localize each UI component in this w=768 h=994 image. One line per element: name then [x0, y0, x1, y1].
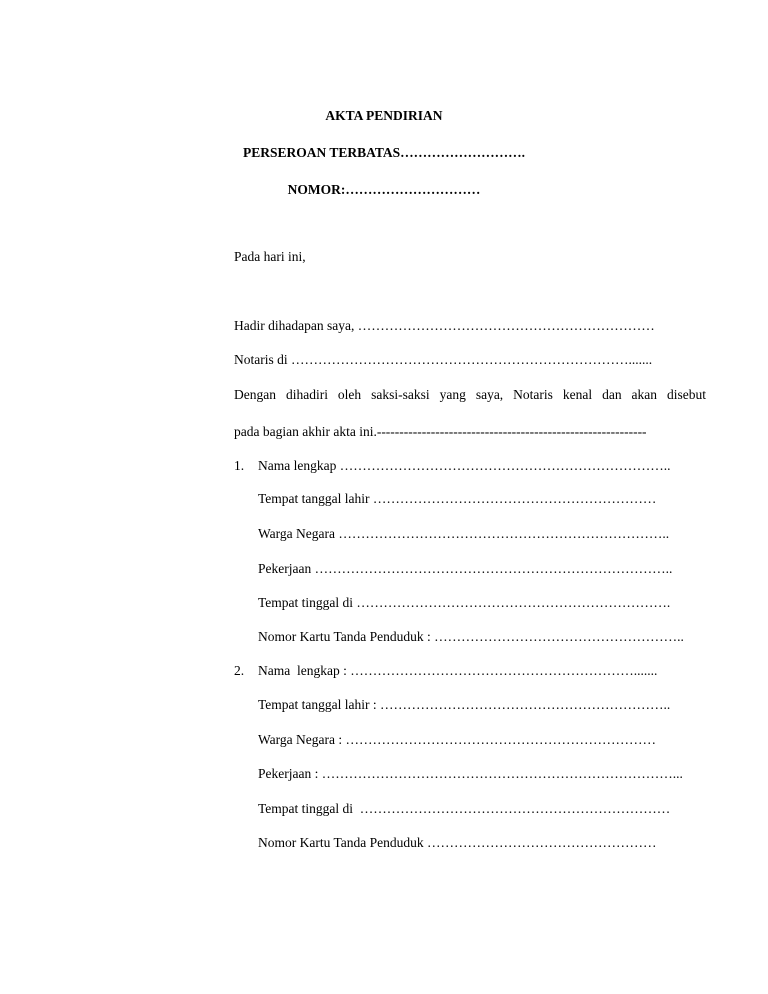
notary-text: Notaris di …………………………………………………………………....... [234, 352, 653, 367]
document-title: AKTA PENDIRIAN [325, 108, 443, 123]
party-1-name: Nama lengkap ……………………………………………………………….. [258, 458, 671, 473]
party-2-citizenship: Warga Negara : …………………………………………………………… [258, 732, 656, 747]
party-2-occupation: Pekerjaan : ……………………………………………………………………... [258, 766, 683, 781]
opening-text: Pada hari ini, [234, 249, 306, 264]
party-2-birth: Tempat tanggal lahir : ……………………………………………………….. [258, 697, 671, 712]
party-1-number: 1. [234, 458, 245, 473]
witness-text-line1: Dengan dihadiri oleh saksi-saksi yang saya, Notaris kenal dan akan disebut [234, 387, 706, 402]
party-2-name: Nama lengkap : ………………………………………………………....... [258, 663, 658, 678]
company-heading: PERSEROAN TERBATAS………………………. [242, 145, 526, 160]
party-2-number: 2. [234, 663, 245, 678]
party-2-id-card: Nomor Kartu Tanda Penduduk …………………………………………… [258, 835, 657, 850]
party-1-birth: Tempat tanggal lahir ……………………………………………………… [258, 491, 657, 506]
party-2-residence: Tempat tinggal di …………………………………………………………… [258, 801, 671, 816]
appearance-text: Hadir dihadapan saya, ………………………………………………………… [234, 318, 655, 333]
party-1-occupation: Pekerjaan …………………………………………………………………….. [258, 561, 673, 576]
witness-text-line2: pada bagian akhir akta ini.------------------------------------------------------------ [234, 424, 647, 439]
party-1-id-card: Nomor Kartu Tanda Penduduk : ……………………………………………….. [258, 629, 684, 644]
deed-number: NOMOR:………………………… [287, 182, 481, 197]
party-1-residence: Tempat tinggal di ……………………………………………………………. [258, 595, 671, 610]
party-1-citizenship: Warga Negara ……………………………………………………………….. [258, 526, 670, 541]
